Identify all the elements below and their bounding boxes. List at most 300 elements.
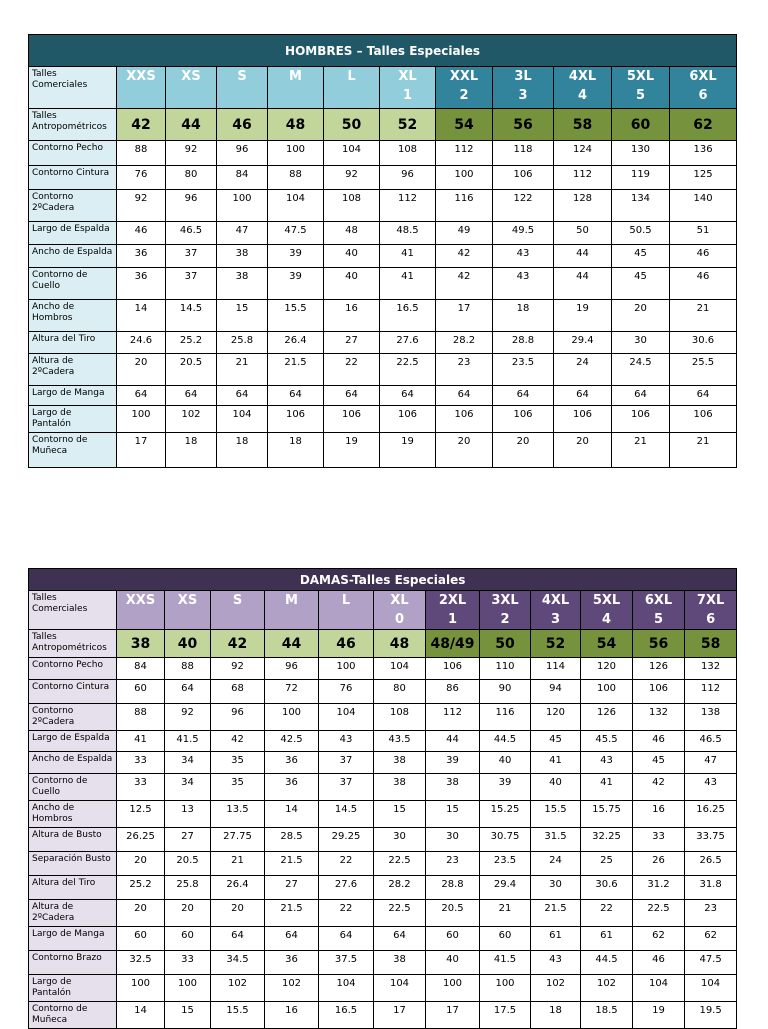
- measurement-value: 100: [117, 406, 166, 433]
- measurement-value: 41: [380, 245, 436, 268]
- measurement-row: [29, 900, 737, 927]
- size-header-cell: [581, 591, 633, 630]
- measurement-row: [29, 386, 737, 406]
- measurement-value: 32.25: [581, 828, 633, 852]
- size-number: 4: [577, 88, 588, 103]
- measurement-value: 41: [581, 774, 633, 801]
- size-header-cell: [670, 67, 737, 109]
- measurement-value: 24: [531, 852, 581, 876]
- anthropometric-size: 56: [493, 109, 554, 141]
- measurement-value: 39: [268, 245, 324, 268]
- measurement-value: 120: [531, 704, 581, 731]
- measurement-value: 20: [211, 900, 265, 927]
- measurement-value: 44: [554, 268, 612, 300]
- damas-size-table: [28, 568, 737, 1029]
- measurement-value: 100: [480, 975, 531, 1002]
- measurement-value: 16.25: [685, 801, 737, 828]
- measurement-value: 47: [217, 222, 268, 245]
- measurement-row: [29, 752, 737, 774]
- measurement-value: 16: [324, 300, 380, 332]
- measurement-value: 15: [217, 300, 268, 332]
- measurement-value: 64: [166, 386, 217, 406]
- size-code: 3XL: [491, 593, 519, 608]
- measurement-row: [29, 704, 737, 731]
- measurement-value: 90: [480, 680, 531, 704]
- size-code: XXS: [126, 69, 156, 84]
- measurement-value: 100: [581, 680, 633, 704]
- measurement-value: 14: [117, 300, 166, 332]
- measurement-value: 25.2: [117, 876, 165, 900]
- measurement-value: 15.75: [581, 801, 633, 828]
- measurement-value: 48: [324, 222, 380, 245]
- measurement-value: 84: [217, 166, 268, 190]
- measurement-value: 27: [165, 828, 211, 852]
- measurement-value: 104: [319, 975, 374, 1002]
- measurement-value: 38: [374, 752, 426, 774]
- talles-antropometricos-row: [29, 109, 737, 141]
- measurement-value: 46: [633, 731, 685, 752]
- anthropometric-size: 58: [685, 630, 737, 658]
- measurement-value: 116: [436, 190, 493, 222]
- size-code: 2XL: [438, 593, 467, 608]
- measurement-row: [29, 658, 737, 680]
- measurement-value: 33.75: [685, 828, 737, 852]
- measurement-value: 45.5: [581, 731, 633, 752]
- measurement-value: 104: [319, 704, 374, 731]
- measurement-value: 64: [380, 386, 436, 406]
- measurement-row: [29, 433, 737, 468]
- measurement-row: [29, 801, 737, 828]
- measurement-value: 62: [633, 927, 685, 951]
- measurement-value: 60: [165, 927, 211, 951]
- measurement-value: 106: [324, 406, 380, 433]
- size-number: 2: [500, 612, 510, 627]
- measurement-value: 46: [633, 951, 685, 975]
- measurement-value: 40: [426, 951, 480, 975]
- measurement-value: 60: [117, 680, 165, 704]
- size-code: XXL: [449, 69, 479, 84]
- measurement-value: 44.5: [581, 951, 633, 975]
- measurement-value: 15.5: [531, 801, 581, 828]
- measurement-value: 112: [554, 166, 612, 190]
- measurement-label: Altura de Busto: [29, 828, 117, 852]
- measurement-value: 114: [531, 658, 581, 680]
- anthropometric-size: 56: [633, 630, 685, 658]
- measurement-value: 16.5: [319, 1002, 374, 1029]
- measurement-value: 21: [217, 354, 268, 386]
- size-code: 6XL: [689, 69, 717, 84]
- anthropometric-size: 38: [117, 630, 165, 658]
- measurement-value: 25: [581, 852, 633, 876]
- measurement-value: 62: [685, 927, 737, 951]
- measurement-value: 104: [217, 406, 268, 433]
- measurement-value: 60: [117, 927, 165, 951]
- measurement-value: 31.8: [685, 876, 737, 900]
- measurement-value: 106: [426, 658, 480, 680]
- measurement-row: [29, 300, 737, 332]
- measurement-value: 18: [493, 300, 554, 332]
- measurement-row: [29, 774, 737, 801]
- measurement-value: 43.5: [374, 731, 426, 752]
- anthropometric-size: 40: [165, 630, 211, 658]
- table-title: DAMAS-Talles Especiales: [29, 569, 737, 591]
- measurement-value: 21: [670, 300, 737, 332]
- measurement-value: 22: [319, 852, 374, 876]
- measurement-value: 37: [166, 245, 217, 268]
- measurement-value: 51: [670, 222, 737, 245]
- measurement-value: 26: [633, 852, 685, 876]
- measurement-value: 37: [319, 752, 374, 774]
- size-code: S: [237, 69, 247, 84]
- measurement-value: 49.5: [493, 222, 554, 245]
- measurement-value: 36: [265, 774, 319, 801]
- row-label: Talles Antropométricos: [29, 630, 117, 658]
- measurement-value: 76: [117, 166, 166, 190]
- measurement-value: 106: [633, 680, 685, 704]
- measurement-label: Contorno 2ºCadera: [29, 190, 117, 222]
- measurement-value: 47.5: [685, 951, 737, 975]
- measurement-value: 100: [436, 166, 493, 190]
- measurement-value: 19: [633, 1002, 685, 1029]
- measurement-value: 30.6: [581, 876, 633, 900]
- measurement-value: 21.5: [268, 354, 324, 386]
- anthropometric-size: 54: [436, 109, 493, 141]
- measurement-value: 43: [581, 752, 633, 774]
- measurement-value: 39: [426, 752, 480, 774]
- measurement-value: 50: [554, 222, 612, 245]
- anthropometric-size: 42: [211, 630, 265, 658]
- size-number: 6: [698, 88, 708, 103]
- measurement-value: 19: [324, 433, 380, 468]
- measurement-value: 48.5: [380, 222, 436, 245]
- measurement-value: 64: [612, 386, 670, 406]
- size-code: M: [289, 69, 302, 84]
- measurement-value: 92: [117, 190, 166, 222]
- measurement-value: 14: [265, 801, 319, 828]
- measurement-value: 30: [612, 332, 670, 354]
- measurement-value: 100: [319, 658, 374, 680]
- measurement-value: 21.5: [265, 852, 319, 876]
- measurement-value: 108: [324, 190, 380, 222]
- measurement-value: 23.5: [480, 852, 531, 876]
- measurement-value: 27.6: [319, 876, 374, 900]
- measurement-value: 134: [612, 190, 670, 222]
- measurement-value: 44.5: [480, 731, 531, 752]
- measurement-value: 16: [265, 1002, 319, 1029]
- measurement-value: 20: [612, 300, 670, 332]
- measurement-row: [29, 166, 737, 190]
- measurement-value: 33: [633, 828, 685, 852]
- size-code: S: [232, 593, 243, 608]
- measurement-value: 27: [324, 332, 380, 354]
- measurement-value: 28.5: [265, 828, 319, 852]
- measurement-value: 42: [436, 268, 493, 300]
- size-header-cell: [117, 67, 166, 109]
- measurement-value: 100: [268, 141, 324, 166]
- measurement-value: 32.5: [117, 951, 165, 975]
- size-code: 5XL: [626, 69, 655, 84]
- anthropometric-size: 50: [480, 630, 531, 658]
- measurement-value: 29.4: [554, 332, 612, 354]
- measurement-label: Contorno de Cuello: [29, 268, 117, 300]
- measurement-label: Ancho de Espalda: [29, 752, 117, 774]
- measurement-value: 27: [265, 876, 319, 900]
- talles-comerciales-row: [29, 67, 737, 109]
- measurement-value: 104: [268, 190, 324, 222]
- measurement-value: 17: [374, 1002, 426, 1029]
- measurement-value: 15: [426, 801, 480, 828]
- measurement-value: 12.5: [117, 801, 165, 828]
- size-number: 2: [459, 88, 469, 103]
- anthropometric-size: 48: [374, 630, 426, 658]
- measurement-value: 28.8: [493, 332, 554, 354]
- anthropometric-size: 48: [268, 109, 324, 141]
- measurement-value: 106: [612, 406, 670, 433]
- size-header-cell: [165, 591, 211, 630]
- size-header-cell: [319, 591, 374, 630]
- size-code: L: [347, 69, 356, 84]
- measurement-value: 108: [380, 141, 436, 166]
- measurement-value: 28.2: [374, 876, 426, 900]
- measurement-value: 88: [268, 166, 324, 190]
- measurement-value: 106: [268, 406, 324, 433]
- anthropometric-size: 46: [319, 630, 374, 658]
- size-header-cell: [633, 591, 685, 630]
- measurement-label: Ancho de Hombros: [29, 801, 117, 828]
- measurement-value: 104: [374, 658, 426, 680]
- size-code: 4XL: [568, 69, 597, 84]
- measurement-value: 64: [265, 927, 319, 951]
- measurement-label: Altura del Tiro: [29, 332, 117, 354]
- measurement-value: 64: [211, 927, 265, 951]
- size-code: XL: [398, 69, 417, 84]
- size-header-cell: [217, 67, 268, 109]
- measurement-value: 19: [554, 300, 612, 332]
- size-header-cell: [324, 67, 380, 109]
- measurement-label: Largo de Espalda: [29, 222, 117, 245]
- measurement-value: 100: [426, 975, 480, 1002]
- measurement-value: 102: [211, 975, 265, 1002]
- size-number: 3: [550, 612, 561, 627]
- measurement-value: 88: [165, 658, 211, 680]
- measurement-value: 64: [319, 927, 374, 951]
- measurement-value: 64: [268, 386, 324, 406]
- measurement-value: 88: [117, 141, 166, 166]
- measurement-value: 132: [633, 704, 685, 731]
- measurement-value: 30.6: [670, 332, 737, 354]
- anthropometric-size: 44: [166, 109, 217, 141]
- anthropometric-size: 54: [581, 630, 633, 658]
- measurement-label: Contorno de Muñeca: [29, 1002, 117, 1029]
- measurement-value: 28.2: [436, 332, 493, 354]
- measurement-value: 15.5: [211, 1002, 265, 1029]
- measurement-value: 21: [612, 433, 670, 468]
- measurement-value: 17: [117, 433, 166, 468]
- anthropometric-size: 52: [531, 630, 581, 658]
- measurement-value: 100: [265, 704, 319, 731]
- measurement-value: 34: [165, 774, 211, 801]
- measurement-label: Altura de 2ºCadera: [29, 900, 117, 927]
- measurement-label: Contorno Cintura: [29, 680, 117, 704]
- measurement-row: [29, 222, 737, 245]
- measurement-value: 112: [436, 141, 493, 166]
- measurement-value: 140: [670, 190, 737, 222]
- measurement-value: 104: [324, 141, 380, 166]
- measurement-value: 38: [374, 774, 426, 801]
- measurement-value: 64: [374, 927, 426, 951]
- measurement-value: 21.5: [531, 900, 581, 927]
- measurement-value: 60: [426, 927, 480, 951]
- size-header-cell: [554, 67, 612, 109]
- measurement-value: 18.5: [581, 1002, 633, 1029]
- anthropometric-size: 46: [217, 109, 268, 141]
- measurement-value: 26.5: [685, 852, 737, 876]
- measurement-value: 36: [265, 752, 319, 774]
- measurement-value: 45: [633, 752, 685, 774]
- measurement-value: 38: [217, 268, 268, 300]
- measurement-value: 20: [117, 852, 165, 876]
- measurement-value: 61: [531, 927, 581, 951]
- measurement-value: 45: [612, 268, 670, 300]
- measurement-row: [29, 876, 737, 900]
- measurement-value: 46: [117, 222, 166, 245]
- measurement-value: 20: [554, 433, 612, 468]
- measurement-value: 29.25: [319, 828, 374, 852]
- measurement-value: 30.75: [480, 828, 531, 852]
- measurement-value: 102: [166, 406, 217, 433]
- measurement-value: 112: [426, 704, 480, 731]
- measurement-value: 46.5: [685, 731, 737, 752]
- measurement-value: 112: [380, 190, 436, 222]
- measurement-value: 14.5: [319, 801, 374, 828]
- measurement-value: 37.5: [319, 951, 374, 975]
- measurement-value: 41: [531, 752, 581, 774]
- measurement-row: [29, 141, 737, 166]
- measurement-row: [29, 951, 737, 975]
- measurement-value: 43: [319, 731, 374, 752]
- size-number: 4: [601, 612, 612, 627]
- size-header-cell: [380, 67, 436, 109]
- measurement-value: 38: [374, 951, 426, 975]
- measurement-value: 128: [554, 190, 612, 222]
- size-number: 1: [447, 612, 458, 627]
- measurement-value: 100: [165, 975, 211, 1002]
- measurement-value: 102: [265, 975, 319, 1002]
- measurement-row: [29, 1002, 737, 1029]
- measurement-value: 106: [493, 166, 554, 190]
- measurement-value: 46: [670, 268, 737, 300]
- measurement-value: 42: [633, 774, 685, 801]
- measurement-value: 23.5: [493, 354, 554, 386]
- measurement-value: 92: [211, 658, 265, 680]
- measurement-value: 19.5: [685, 1002, 737, 1029]
- measurement-row: [29, 731, 737, 752]
- measurement-value: 23: [685, 900, 737, 927]
- measurement-value: 68: [211, 680, 265, 704]
- measurement-value: 26.4: [268, 332, 324, 354]
- size-header-cell: [531, 591, 581, 630]
- measurement-value: 24: [554, 354, 612, 386]
- table-title: HOMBRES – Talles Especiales: [29, 35, 737, 67]
- measurement-value: 96: [211, 704, 265, 731]
- measurement-value: 64: [670, 386, 737, 406]
- measurement-value: 42: [211, 731, 265, 752]
- measurement-label: Contorno Cintura: [29, 166, 117, 190]
- measurement-value: 104: [633, 975, 685, 1002]
- measurement-value: 80: [166, 166, 217, 190]
- measurement-value: 120: [581, 658, 633, 680]
- size-number: 6: [706, 612, 716, 627]
- measurement-value: 108: [374, 704, 426, 731]
- measurement-label: Ancho de Hombros: [29, 300, 117, 332]
- measurement-value: 64: [554, 386, 612, 406]
- measurement-value: 104: [685, 975, 737, 1002]
- measurement-label: Largo de Espalda: [29, 731, 117, 752]
- measurement-value: 88: [117, 704, 165, 731]
- measurement-value: 64: [117, 386, 166, 406]
- measurement-value: 27.6: [380, 332, 436, 354]
- measurement-label: Contorno Pecho: [29, 141, 117, 166]
- measurement-value: 64: [493, 386, 554, 406]
- measurement-value: 22.5: [633, 900, 685, 927]
- talles-antropometricos-row: [29, 630, 737, 658]
- measurement-value: 39: [268, 268, 324, 300]
- measurement-value: 16.5: [380, 300, 436, 332]
- size-header-cell: [166, 67, 217, 109]
- measurement-value: 31.2: [633, 876, 685, 900]
- anthropometric-size: 58: [554, 109, 612, 141]
- measurement-value: 116: [480, 704, 531, 731]
- measurement-value: 20: [436, 433, 493, 468]
- measurement-value: 61: [581, 927, 633, 951]
- measurement-value: 14: [117, 1002, 165, 1029]
- row-label: Talles Comerciales: [29, 591, 117, 630]
- measurement-value: 33: [117, 752, 165, 774]
- measurement-value: 96: [217, 141, 268, 166]
- measurement-value: 43: [493, 268, 554, 300]
- measurement-value: 80: [374, 680, 426, 704]
- measurement-value: 38: [217, 245, 268, 268]
- measurement-value: 106: [436, 406, 493, 433]
- anthropometric-size: 42: [117, 109, 166, 141]
- measurement-value: 47: [685, 752, 737, 774]
- size-header-cell: [268, 67, 324, 109]
- measurement-value: 38: [426, 774, 480, 801]
- measurement-label: Contorno 2ºCadera: [29, 704, 117, 731]
- measurement-row: [29, 332, 737, 354]
- measurement-value: 22.5: [374, 900, 426, 927]
- measurement-value: 23: [436, 354, 493, 386]
- measurement-value: 92: [165, 704, 211, 731]
- size-header-cell: [685, 591, 737, 630]
- measurement-value: 76: [319, 680, 374, 704]
- measurement-value: 35: [211, 774, 265, 801]
- measurement-value: 64: [165, 680, 211, 704]
- measurement-value: 100: [217, 190, 268, 222]
- size-code: XXS: [125, 593, 156, 608]
- measurement-value: 132: [685, 658, 737, 680]
- measurement-value: 41: [117, 731, 165, 752]
- measurement-value: 126: [581, 704, 633, 731]
- anthropometric-size: 48/49: [426, 630, 480, 658]
- measurement-value: 14.5: [166, 300, 217, 332]
- measurement-value: 24.5: [612, 354, 670, 386]
- row-label: Talles Comerciales: [29, 67, 117, 109]
- measurement-row: [29, 268, 737, 300]
- anthropometric-size: 44: [265, 630, 319, 658]
- size-code: XL: [390, 593, 409, 608]
- measurement-value: 20.5: [165, 852, 211, 876]
